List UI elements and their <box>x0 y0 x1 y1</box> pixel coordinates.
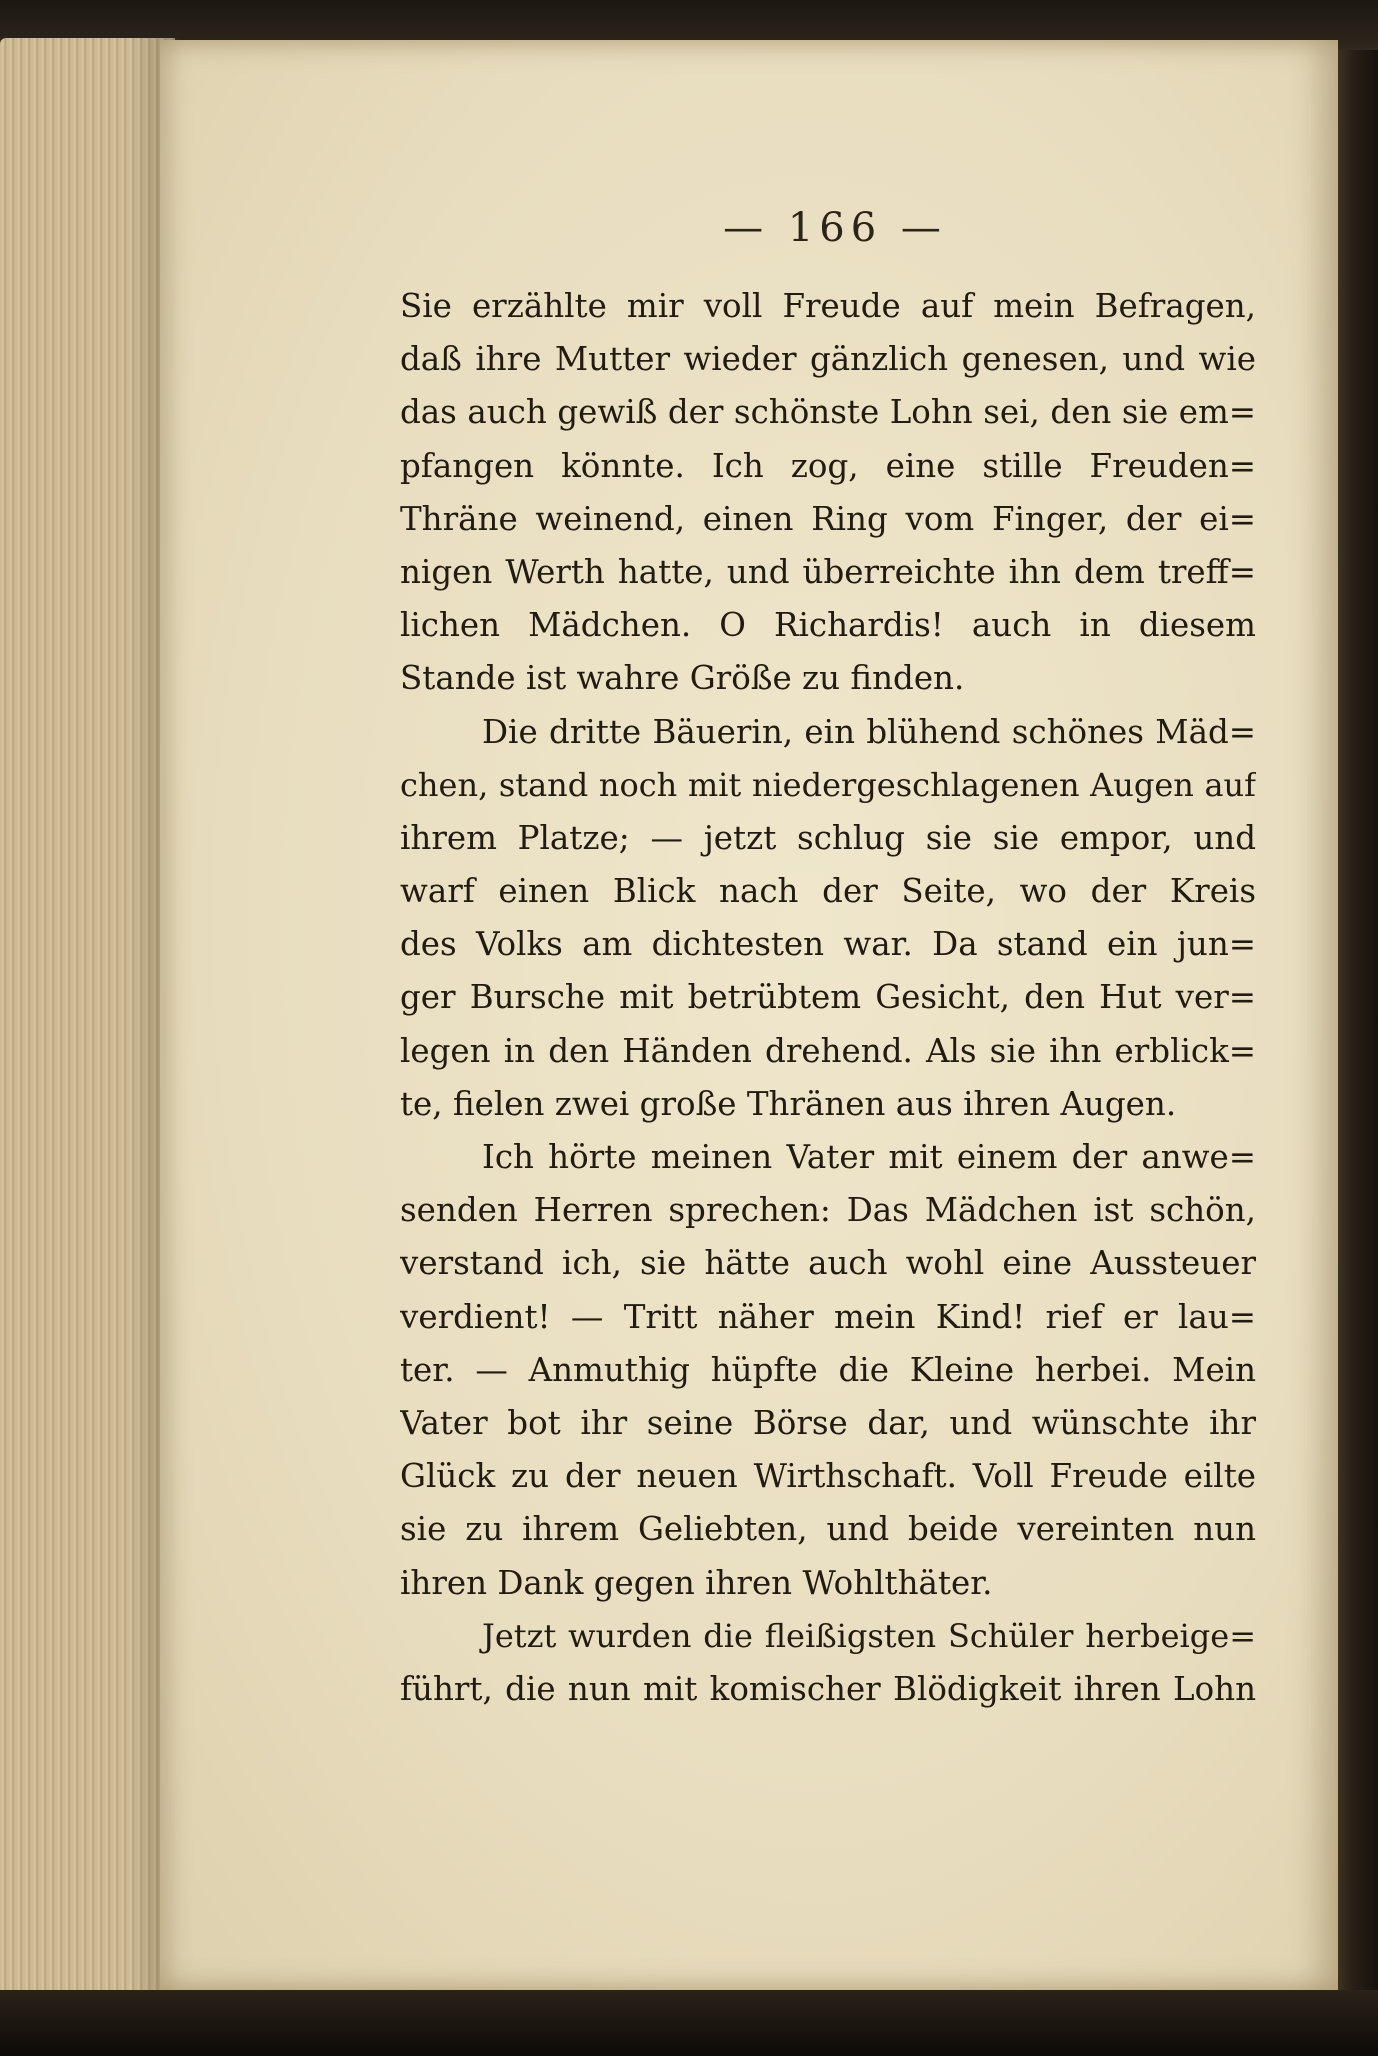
text-line: ter. — Anmuthig hüpfte die Kleine herbei. Mein <box>400 1350 1256 1389</box>
text-line: daß ihre Mutter wieder gänzlich genesen, und wie <box>400 340 1256 379</box>
text-line: verstand ich, sie hätte auch wohl eine Aussteuer <box>400 1244 1256 1283</box>
text-line: legen in den Händen drehend. Als sie ihn erblick= <box>400 1031 1256 1070</box>
text-line: ihren Dank gegen ihren Wohlthäter. <box>400 1563 993 1602</box>
text-line: Sie erzählte mir voll Freude auf mein Befragen, <box>400 287 1256 325</box>
text-line: des Volks am dichtesten war. Da stand ein jun= <box>400 925 1256 964</box>
text-line: nigen Werth hatte, und überreichte ihn dem treff= <box>400 552 1256 591</box>
text-line: Vater bot ihr seine Börse dar, und wünschte ihr <box>400 1403 1256 1442</box>
text-line: Glück zu der neuen Wirthschaft. Voll Freude eilte <box>400 1457 1256 1496</box>
text-line: lichen Mädchen. O Richardis! auch in diesem <box>400 606 1256 645</box>
text-line: te, fielen zwei große Thränen aus ihren Augen. <box>400 1084 1177 1123</box>
background-surface <box>0 1990 1378 2056</box>
body-text <box>400 280 1256 1716</box>
text-line: ger Bursche mit betrübtem Gesicht, den Hut ver= <box>400 978 1256 1017</box>
text-line: Die dritte Bäuerin, ein blühend schönes Mäd= <box>482 712 1256 751</box>
text-line: senden Herren sprechen: Das Mädchen ist schön, <box>400 1191 1256 1230</box>
text-line: Jetzt wurden die fleißigsten Schüler herbeige= <box>482 1616 1256 1655</box>
text-line: das auch gewiß der schönste Lohn sei, den sie em= <box>400 393 1256 432</box>
text-line: Stande ist wahre Größe zu finden. <box>400 659 965 698</box>
text-line: pfangen könnte. Ich zog, eine stille Freuden= <box>400 446 1256 485</box>
text-line: warf einen Blick nach der Seite, wo der Kreis <box>400 872 1256 911</box>
text-line: Ich hörte meinen Vater mit einem der anwe= <box>482 1138 1256 1176</box>
page-number-header <box>0 205 1378 251</box>
page-number: — 166 — <box>723 205 947 251</box>
text-line: ihrem Platze; — jetzt schlug sie sie empor, und <box>400 818 1256 857</box>
text-line: verdient! — Tritt näher mein Kind! rief er lau= <box>400 1297 1256 1336</box>
text-line: sie zu ihrem Geliebten, und beide vereinten nun <box>400 1510 1256 1549</box>
text-line: führt, die nun mit komischer Blödigkeit ihren Lohn <box>400 1669 1256 1708</box>
text-line: Thräne weinend, einen Ring vom Finger, der ei= <box>400 499 1256 538</box>
text-line: chen, stand noch mit niedergeschlagenen Augen auf <box>400 765 1256 804</box>
